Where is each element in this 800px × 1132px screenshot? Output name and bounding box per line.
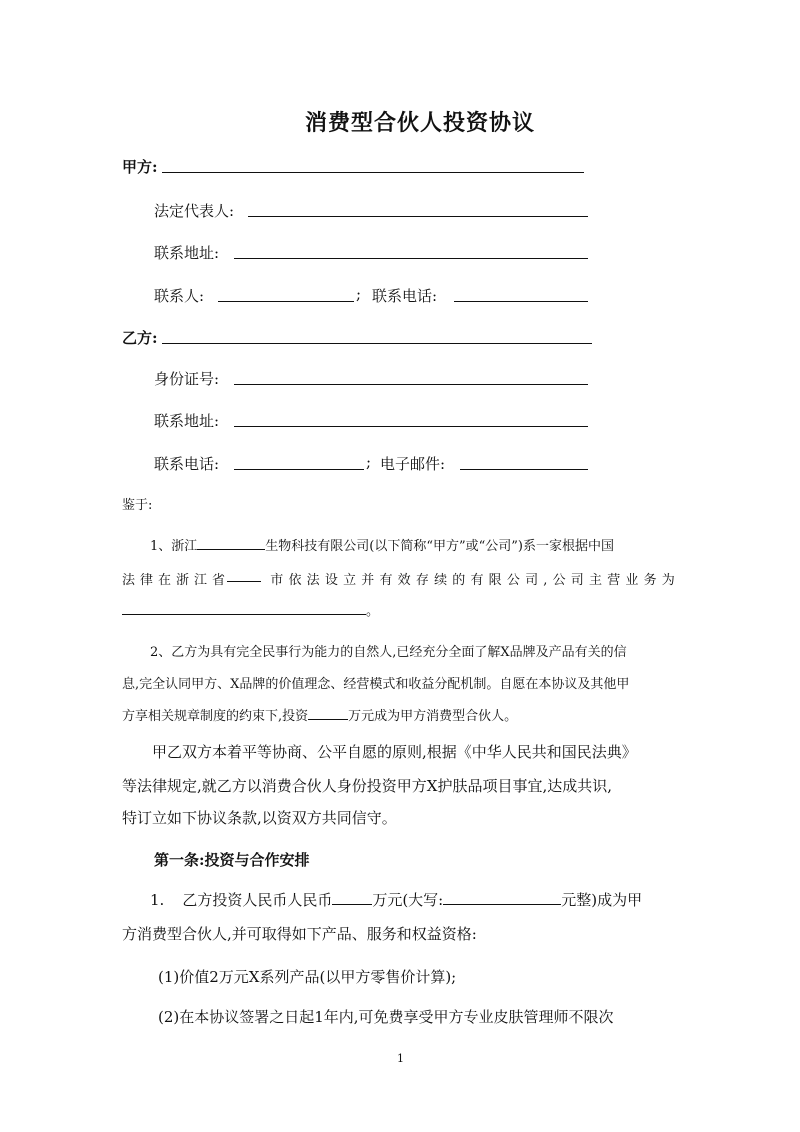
item1-number: 1. <box>150 891 165 909</box>
separator: ; <box>366 453 372 471</box>
clause1-line2 <box>122 569 680 588</box>
party-b-address-blank <box>234 412 588 427</box>
legal-rep-label: 法定代表人: <box>154 202 235 220</box>
business-scope-blank <box>122 602 366 615</box>
party-b-phone-blank <box>234 455 364 470</box>
legal-rep-blank <box>248 202 588 217</box>
party-a-phone-blank <box>454 287 588 302</box>
clause2-line3-a: 方享相关规章制度的约束下,投资 <box>122 709 309 724</box>
clause1-line2-a: 法律在浙江省 <box>122 573 231 588</box>
party-b-blank <box>162 329 592 344</box>
party-a-blank <box>162 158 584 173</box>
id-number-blank <box>234 370 588 385</box>
email-blank <box>460 455 588 470</box>
party-b-address-label: 联系地址: <box>154 412 220 430</box>
clause1-line2-b: 市依法设立并有效存续的有限公司,公司主营业务为 <box>270 573 680 588</box>
item1-text-b: 万元(大写: <box>372 891 444 909</box>
party-b-label: 乙方: <box>122 329 158 347</box>
item1-text-c: 元整)成为甲 <box>561 891 643 909</box>
preamble-line3: 特订立如下协议条款,以资双方共同信守。 <box>122 809 397 827</box>
clause2-line3 <box>122 705 517 724</box>
clause1-line1 <box>150 535 614 554</box>
page-number: 1 <box>397 1052 404 1065</box>
clause2-line3-b: 万元成为甲方消费型合伙人。 <box>348 709 518 724</box>
article1-item1-line2: 方消费型合伙人,并可取得如下产品、服务和权益资格: <box>122 925 477 943</box>
clause1-prefix: 1、浙江 <box>150 539 198 554</box>
page-title: 消费型合伙人投资协议 <box>305 110 536 136</box>
article1-sub1: (1)价值2万元X系列产品(以甲方零售价计算); <box>158 968 457 986</box>
clause1-text: 生物科技有限公司(以下简称“甲方”或“公司”)系一家根据中国 <box>265 539 615 554</box>
id-number-label: 身份证号: <box>154 370 220 388</box>
amount-blank <box>332 890 372 905</box>
contact-person-label: 联系人: <box>154 287 205 305</box>
whereas-label: 鉴于: <box>122 498 153 513</box>
party-a-label: 甲方: <box>122 158 158 176</box>
party-a-address-blank <box>234 244 588 259</box>
company-name-blank <box>197 537 265 550</box>
amount-uppercase-blank <box>443 890 561 905</box>
preamble-line2: 等法律规定,就乙方以消费合伙人身份投资甲方X护肤品项目事宜,达成共识, <box>122 777 612 795</box>
party-b-phone-label: 联系电话: <box>154 455 220 473</box>
clause1-end: 。 <box>366 604 380 619</box>
clause2-line1: 2、乙方为具有完全民事行为能力的自然人,已经充分全面了解X品牌及产品有关的信 <box>150 645 627 660</box>
investment-amount-blank <box>308 707 348 720</box>
city-blank <box>227 569 261 582</box>
contact-person-blank <box>218 287 354 302</box>
article1-heading: 第一条:投资与合作安排 <box>154 851 310 869</box>
item1-text-a: 乙方投资人民币人民币 <box>182 891 333 909</box>
preamble-line1: 甲乙双方本着平等协商、公平自愿的原则,根据《中华人民共和国民法典》 <box>152 743 637 761</box>
party-a-address-label: 联系地址: <box>154 244 220 262</box>
email-label: 电子邮件: <box>380 455 446 473</box>
clause1-line3 <box>122 600 379 619</box>
separator: ; <box>356 285 362 303</box>
clause2-line2: 息,完全认同甲方、X品牌的价值理念、经营模式和收益分配机制。自愿在本协议及其他甲 <box>122 677 630 692</box>
party-a-phone-label: 联系电话: <box>372 287 438 305</box>
article1-item1-line1 <box>150 889 642 910</box>
article1-sub2: (2)在本协议签署之日起1年内,可免费享受甲方专业皮肤管理师不限次 <box>158 1008 614 1026</box>
